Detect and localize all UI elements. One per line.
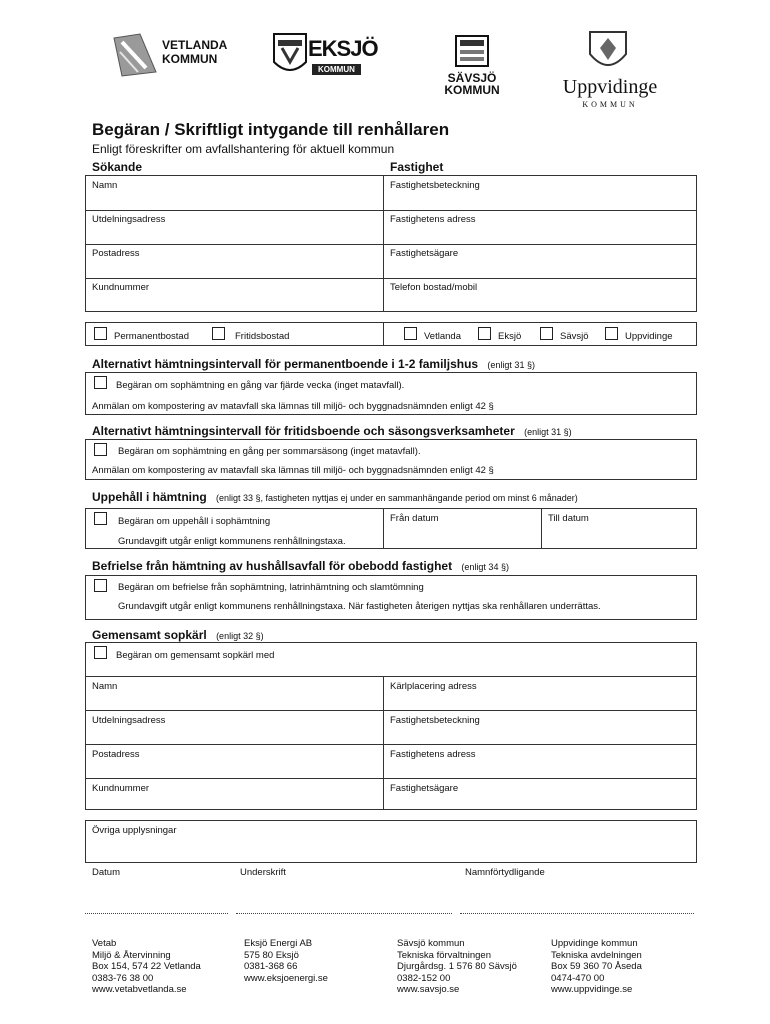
fritid-option-checkbox[interactable] bbox=[94, 443, 107, 456]
footer-link[interactable]: www.savsjo.se bbox=[397, 984, 460, 995]
form-title: Begäran / Skriftligt intygande till renhållaren bbox=[92, 120, 450, 139]
vetlanda-checkbox[interactable] bbox=[404, 327, 417, 340]
vetlanda-label: Vetlanda bbox=[424, 331, 461, 342]
uppvidinge-crest-icon bbox=[586, 30, 630, 76]
permanentbostad-label: Permanentbostad bbox=[114, 331, 189, 342]
sokande-heading: Sökande bbox=[92, 160, 143, 174]
footer-line: 0382-152 00 bbox=[397, 972, 451, 984]
shared-owner-field[interactable]: Fastighetsägare bbox=[390, 783, 459, 794]
underskrift-label: Underskrift bbox=[240, 867, 286, 878]
ovriga-box[interactable] bbox=[85, 820, 697, 863]
footer-line: Miljö & Återvinning bbox=[92, 949, 171, 961]
eksjo-label: Eksjö bbox=[498, 331, 522, 342]
shared-postal-field[interactable]: Postadress bbox=[92, 749, 140, 760]
eksjo-logo bbox=[272, 32, 384, 80]
vetlanda-logo bbox=[112, 32, 252, 78]
uppehall-note: (enligt 33 §, fastigheten nyttjas ej under en sammanhängande period om minst 6 månader) bbox=[216, 493, 578, 503]
uppvidinge-logo bbox=[550, 30, 670, 110]
gemensamt-heading-text: Gemensamt sopkärl bbox=[92, 628, 207, 642]
footer-line: Eksjö Energi AB bbox=[244, 938, 313, 949]
fritid-heading bbox=[92, 424, 572, 438]
savsjo-logo-line1: SÄVSJÖ bbox=[447, 71, 497, 85]
uppvidinge-label: Uppvidinge bbox=[625, 331, 673, 342]
befrielse-option-label: Begäran om befrielse från sophämtning, latrinhämtning och slamtömning bbox=[118, 582, 424, 593]
uppvidinge-logo-name: Uppvidinge bbox=[562, 76, 658, 98]
footer-line: 0381-368 66 bbox=[244, 961, 298, 972]
bin-placement-field[interactable]: Kärlplacering adress bbox=[390, 681, 477, 692]
uppehall-heading-text: Uppehåll i hämtning bbox=[92, 490, 207, 504]
applicant-postal-field[interactable]: Postadress bbox=[92, 248, 140, 259]
shared-address-field[interactable]: Utdelningsadress bbox=[92, 715, 166, 726]
savsjo-logo bbox=[432, 30, 512, 100]
eksjo-checkbox[interactable] bbox=[478, 327, 491, 340]
applicant-address-field[interactable]: Utdelningsadress bbox=[92, 214, 166, 225]
uppvidinge-logo-sub: KOMMUN bbox=[582, 100, 638, 109]
footer-uppvidinge bbox=[551, 938, 642, 996]
namnfortydligande-label: Namnförtydligande bbox=[465, 867, 545, 878]
gemensamt-option-checkbox[interactable] bbox=[94, 646, 107, 659]
footer-savsjo bbox=[397, 938, 517, 996]
fritid-note: (enligt 31 §) bbox=[524, 427, 572, 437]
permanentbostad-checkbox[interactable] bbox=[94, 327, 107, 340]
permanent-info: Anmälan om kompostering av matavfall ska lämnas till miljö- och byggnadsnämnden enligt 42 § bbox=[92, 401, 494, 412]
vetlanda-logo-line2: KOMMUN bbox=[162, 52, 218, 66]
uppvidinge-checkbox[interactable] bbox=[605, 327, 618, 340]
permanent-option-label: Begäran om sophämtning en gång var fjärde vecka (inget matavfall). bbox=[116, 380, 405, 391]
permanent-note: (enligt 31 §) bbox=[487, 360, 535, 370]
fritid-info: Anmälan om kompostering av matavfall ska lämnas till miljö- och byggnadsnämnden enligt 42 § bbox=[92, 465, 494, 476]
footer-line: Djurgårdsg. 1 576 80 Sävsjö bbox=[397, 961, 517, 972]
property-owner-field[interactable]: Fastighetsägare bbox=[390, 248, 459, 259]
footer-line: 575 80 Eksjö bbox=[244, 949, 299, 961]
footer-line: 0474-470 00 bbox=[551, 972, 605, 984]
property-designation-field[interactable]: Fastighetsbeteckning bbox=[390, 180, 480, 191]
phone-field[interactable]: Telefon bostad/mobil bbox=[390, 282, 478, 293]
uppehall-info: Grundavgift utgår enligt kommunens renhållningstaxa. bbox=[118, 536, 346, 547]
uppehall-option-label: Begäran om uppehåll i sophämtning bbox=[118, 516, 271, 527]
shared-property-address-field[interactable]: Fastighetens adress bbox=[390, 749, 476, 760]
savsjo-tower-icon bbox=[452, 30, 492, 70]
uppehall-heading bbox=[92, 490, 578, 504]
footer-line: Box 154, 574 22 Vetlanda bbox=[92, 961, 201, 972]
eksjo-logo-sub: KOMMUN bbox=[312, 64, 361, 75]
permanent-heading bbox=[92, 357, 535, 371]
eksjo-logo-name: EKSJÖ bbox=[308, 36, 378, 61]
namnfortydligande-line[interactable] bbox=[460, 913, 694, 914]
shared-designation-field[interactable]: Fastighetsbeteckning bbox=[390, 715, 480, 726]
savsjo-checkbox[interactable] bbox=[540, 327, 553, 340]
befrielse-info: Grundavgift utgår enligt kommunens renhållningstaxa. När fastigheten återigen nyttjas ska renhållaren underrättas. bbox=[118, 601, 601, 612]
fritidsbostad-checkbox[interactable] bbox=[212, 327, 225, 340]
property-address-field[interactable]: Fastighetens adress bbox=[390, 214, 476, 225]
befrielse-heading bbox=[92, 559, 509, 573]
vetlanda-emblem-icon bbox=[112, 32, 158, 78]
vetlanda-logo-line1: VETLANDA bbox=[162, 38, 228, 52]
savsjo-label: Sävsjö bbox=[560, 331, 589, 342]
befrielse-note: (enligt 34 §) bbox=[461, 562, 509, 572]
fritidsbostad-label: Fritidsbostad bbox=[235, 331, 290, 342]
footer-line: Uppvidinge kommun bbox=[551, 938, 638, 949]
footer-line: Tekniska förvaltningen bbox=[397, 949, 491, 961]
fritid-heading-text: Alternativt hämtningsintervall för fritidsboende och säsongsverksamheter bbox=[92, 424, 515, 438]
footer-line: Vetab bbox=[92, 938, 117, 949]
footer-link[interactable]: www.uppvidinge.se bbox=[551, 984, 633, 995]
applicant-name-field[interactable]: Namn bbox=[92, 180, 118, 191]
shared-name-field[interactable]: Namn bbox=[92, 681, 118, 692]
footer-line: Tekniska avdelningen bbox=[551, 949, 642, 961]
uppehall-option-checkbox[interactable] bbox=[94, 512, 107, 525]
to-date-field[interactable]: Till datum bbox=[548, 513, 589, 524]
fritid-option-label: Begäran om sophämtning en gång per sommarsäsong (inget matavfall). bbox=[118, 446, 421, 457]
from-date-field[interactable]: Från datum bbox=[390, 513, 439, 524]
gemensamt-note: (enligt 32 §) bbox=[216, 631, 264, 641]
footer-line: Box 59 360 70 Åseda bbox=[551, 961, 642, 972]
footer-link[interactable]: www.eksjoenergi.se bbox=[244, 972, 328, 984]
footer-eksjo bbox=[244, 938, 328, 984]
footer-line: Sävsjö kommun bbox=[397, 938, 465, 949]
underskrift-line[interactable] bbox=[236, 913, 452, 914]
datum-line[interactable] bbox=[85, 913, 228, 914]
form-subtitle: Enligt föreskrifter om avfallshantering för aktuell kommun bbox=[92, 142, 395, 156]
befrielse-option-checkbox[interactable] bbox=[94, 579, 107, 592]
fastighet-heading: Fastighet bbox=[390, 160, 444, 174]
ovriga-label: Övriga upplysningar bbox=[92, 825, 177, 836]
permanent-option-checkbox[interactable] bbox=[94, 376, 107, 389]
savsjo-logo-line2: KOMMUN bbox=[444, 83, 500, 97]
footer-link[interactable]: www.vetabvetlanda.se bbox=[92, 984, 187, 995]
datum-label: Datum bbox=[92, 867, 120, 878]
permanent-heading-text: Alternativt hämtningsintervall för permanentboende i 1-2 familjshus bbox=[92, 357, 479, 371]
gemensamt-heading bbox=[92, 628, 264, 642]
footer-vetab bbox=[92, 938, 201, 996]
footer-line: 0383-76 38 00 bbox=[92, 972, 154, 984]
eksjo-crest-icon bbox=[272, 32, 308, 78]
shared-customer-field[interactable]: Kundnummer bbox=[92, 783, 150, 794]
befrielse-heading-text: Befrielse från hämtning av hushållsavfall för obebodd fastighet bbox=[92, 559, 453, 573]
gemensamt-option-label: Begäran om gemensamt sopkärl med bbox=[116, 650, 275, 661]
customer-number-field[interactable]: Kundnummer bbox=[92, 282, 150, 293]
